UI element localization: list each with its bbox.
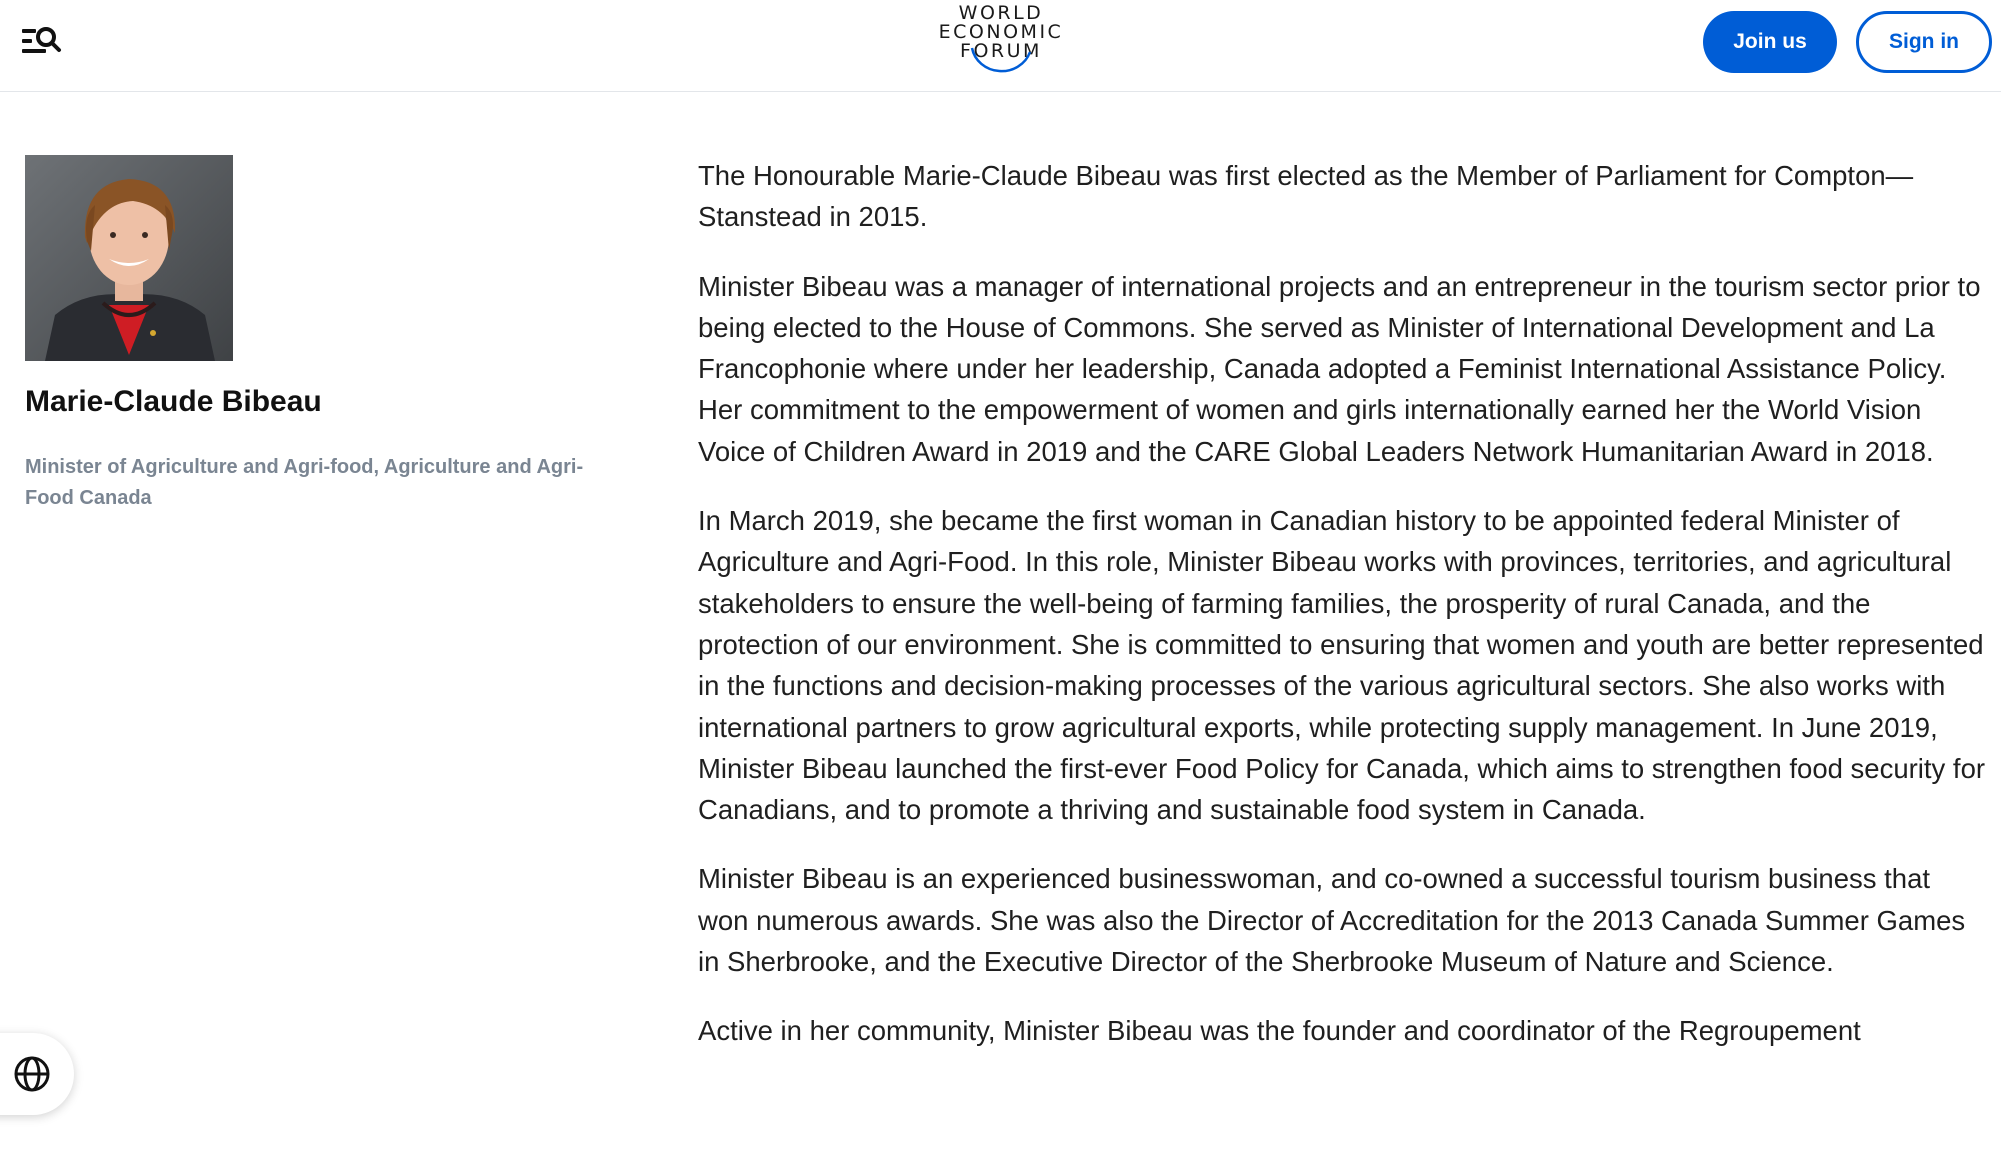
profile-photo xyxy=(25,155,233,361)
bio-paragraph: Minister Bibeau was a manager of international projects and an entrepreneur in the tourism sector prior to being elected to the House of Commons. She served as Minister of International Development and La Francophonie where under her leadership, Canada adopted a Feminist International Assistance Policy. Her commitment to the empowerment of women and girls internationally earned her the World Vision Voice of Children Award in 2019 and the CARE Global Leaders Network Humanitarian Award in 2018. xyxy=(698,270,1981,467)
portrait-photo xyxy=(25,155,233,361)
profile-role-line-2: Food Canada xyxy=(25,487,152,509)
logo-arc-icon xyxy=(968,46,1034,82)
sign-in-button[interactable]: Sign in xyxy=(1856,11,1992,73)
logo-line-2: ECONOMIC xyxy=(938,21,1064,43)
logo-line-3: FORUM xyxy=(960,40,1042,62)
bio-paragraph: The Honourable Marie-Claude Bibeau was first elected as the Member of Parliament for Compton—Stanstead in 2015. xyxy=(698,160,1914,233)
bio-paragraph: Minister Bibeau is an experienced businesswoman, and co-owned a successful tourism business that won numerous awards. She was also the Director of Accreditation for the 2013 Canada Summer Games in Sherbrooke, and the Executive Director of the Sherbrooke Museum of Nature and Science. xyxy=(698,863,1966,978)
join-us-button[interactable]: Join us xyxy=(1703,11,1837,73)
biography xyxy=(698,155,1988,1080)
profile-role-line-1: Minister of Agriculture and Agri-food, Agriculture and Agri- xyxy=(25,456,584,478)
search-menu-button[interactable] xyxy=(20,22,64,62)
site-header xyxy=(0,0,2001,92)
bio-paragraph: Active in her community, Minister Bibeau was the founder and coordinator of the Regroupement xyxy=(698,1015,1861,1047)
profile-role xyxy=(25,452,645,514)
language-button[interactable] xyxy=(0,1033,74,1115)
search-menu-icon xyxy=(20,22,64,62)
wef-logo[interactable] xyxy=(930,0,1072,84)
profile-name: Marie-Claude Bibeau xyxy=(25,385,322,418)
globe-icon xyxy=(12,1054,52,1094)
bio-paragraph: In March 2019, she became the first woman in Canadian history to be appointed federal Minister of Agriculture and Agri-Food. In this role, Minister Bibeau works with provinces, territories, and agricultural stakeholders to ensure the well-being of farming families, the prosperity of rural Canada, and the protection of our environment. She is committed to ensuring that women and youth are better represented in the functions and decision-making processes of the various agricultural sectors. She also works with international partners to grow agricultural exports, while protecting supply management. In June 2019, Minister Bibeau launched the first-ever Food Policy for Canada, which aims to strengthen food security for Canadians, and to promote a thriving and sustainable food system in Canada. xyxy=(698,505,1986,826)
logo-line-1: WORLD xyxy=(958,2,1044,24)
